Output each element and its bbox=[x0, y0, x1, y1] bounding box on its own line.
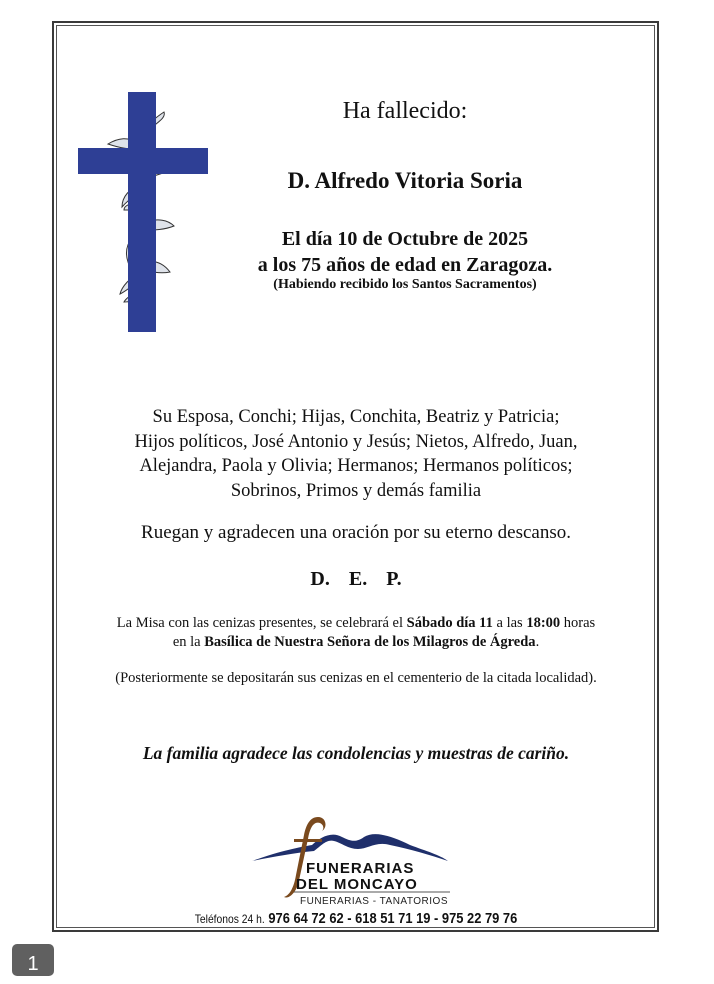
logo-tagline: FUNERARIAS - TANATORIOS bbox=[300, 896, 448, 907]
phone-numbers bbox=[110, 910, 602, 927]
family-line: Hijos políticos, José Antonio y Jesús; Nietos, Alfredo, Juan, bbox=[134, 431, 578, 452]
death-date: El día 10 de Octubre de 2025 bbox=[281, 228, 529, 250]
mass-line-2 bbox=[70, 633, 642, 652]
page-number-badge[interactable]: 1 bbox=[12, 944, 54, 976]
ashes-note: (Posteriormente se depositarán sus cenizas en el cementerio de la citada localidad). bbox=[115, 670, 597, 686]
mass-day: Sábado día 11 bbox=[406, 615, 493, 631]
mass-end: . bbox=[535, 634, 540, 650]
mass-time: 18:00 bbox=[526, 615, 561, 631]
funeral-home-logo bbox=[250, 815, 460, 907]
family-line: Sobrinos, Primos y demás familia bbox=[230, 480, 482, 501]
age-and-place: a los 75 años de edad en Zaragoza. bbox=[257, 254, 553, 276]
logo-line-1: FUNERARIAS bbox=[306, 860, 415, 877]
phones-label: Teléfonos 24 h. bbox=[194, 912, 265, 926]
cross-icon bbox=[78, 92, 208, 332]
sacraments-note: (Habiendo recibido los Santos Sacramentos) bbox=[273, 277, 537, 292]
prayer-request: Ruegan y agradecen una oración por su eterno descanso. bbox=[141, 522, 571, 543]
heading-deceased: Ha fallecido: bbox=[342, 98, 468, 124]
mass-details bbox=[70, 614, 642, 652]
logo-line-2: DEL MONCAYO bbox=[296, 876, 418, 893]
mass-line-1 bbox=[70, 614, 642, 633]
death-details bbox=[225, 226, 585, 278]
family-thanks: La familia agradece las condolencias y muestras de cariño. bbox=[142, 743, 570, 763]
phones-list: 976 64 72 62 - 618 51 71 19 - 975 22 79 76 bbox=[268, 910, 518, 927]
family-line: Su Esposa, Conchi; Hijas, Conchita, Beatriz y Patricia; bbox=[152, 407, 560, 427]
rip-initials: D. E. P. bbox=[310, 568, 402, 590]
mass-in: en la bbox=[172, 634, 205, 650]
mass-place: Basílica de Nuestra Señora de los Milagros de Ágreda bbox=[204, 634, 536, 650]
deceased-name: D. Alfredo Vitoria Soria bbox=[287, 168, 523, 193]
family-line: Alejandra, Paola y Olivia; Hermanos; Hermanos políticos; bbox=[139, 456, 573, 476]
mass-at: a las bbox=[492, 615, 527, 631]
mountain-icon bbox=[252, 834, 448, 861]
family-list bbox=[70, 405, 642, 503]
mass-intro: La Misa con las cenizas presentes, se celebrará el bbox=[116, 615, 407, 631]
mass-hours: horas bbox=[560, 615, 596, 631]
